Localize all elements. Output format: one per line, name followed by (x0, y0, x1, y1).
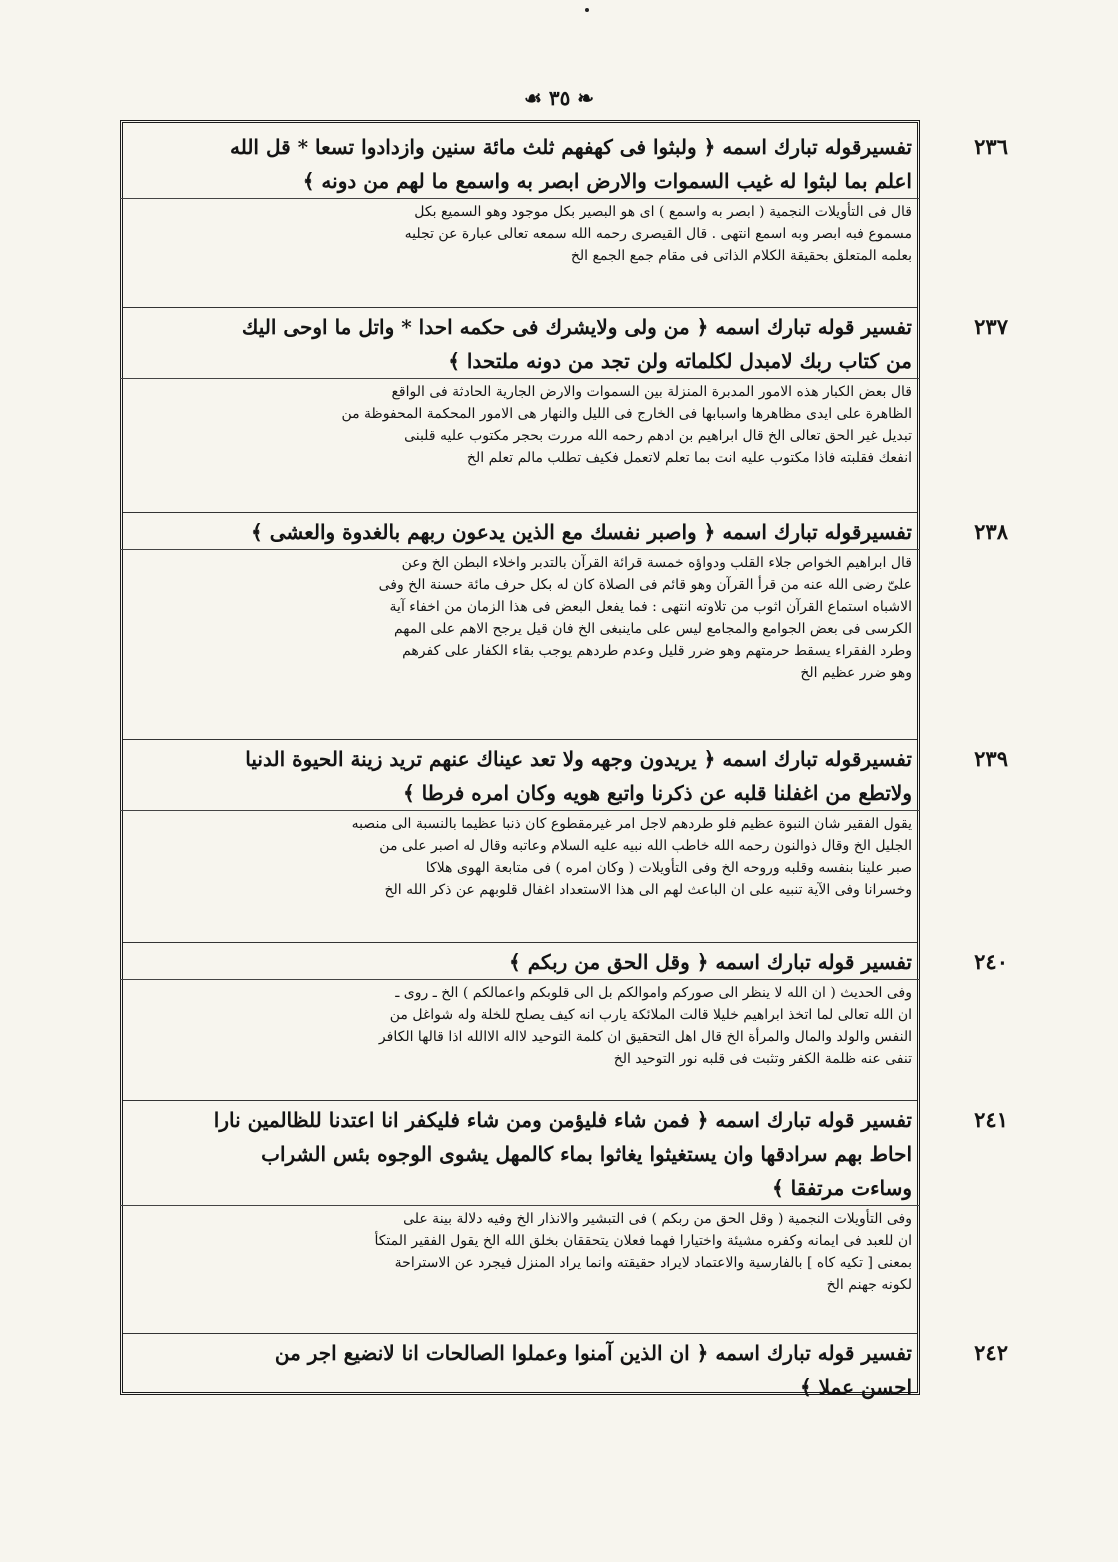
verse-line: تفسيرقوله تبارك اسمه ﴿ واصبر نفسك مع الذين يدعون ربهم بالغدوة والعشى ﴾ (251, 520, 912, 544)
commentary-line: يقول الفقير شان النبوة عظيم فلو طردهم لاجل امر غيرمقطوع كان ذنبا عظيما بالنسبة الى منصبه (351, 816, 912, 832)
page-number-header (0, 86, 1118, 110)
verse-line: تفسيرقوله تبارك اسمه ﴿ ولبثوا فى كهفهم ثلث مائة سنين وازدادوا تسعا * قل الله (229, 135, 912, 159)
verse-text (130, 130, 912, 198)
entry-divider (123, 307, 917, 308)
commentary-line: الجليل الخ وقال ذوالنون رحمه الله خاطب الله نبيه عليه السلام وعاتبه وقال له اصبر على من (379, 838, 912, 854)
verse-line: اعلم بما لبثوا له غيب السموات والارض ابصر به واسمع ما لهم من دونه ﴾ (302, 169, 912, 193)
verse-text (130, 945, 912, 979)
entry-divider (123, 739, 917, 740)
commentary-line: بعلمه المتعلق بحقيقة الكلام الذاتى فى مقام جمع الجمع الخ (570, 248, 912, 264)
verse-line: تفسيرقوله تبارك اسمه ﴿ يريدون وجهه ولا تعد عيناك عنهم تريد زينة الحيوة الدنيا (245, 747, 912, 771)
page-number: ٣٥ (548, 86, 571, 110)
verse-line: ولاتطع من اغفلنا قلبه عن ذكرنا واتبع هويه وكان امره فرطا ﴾ (402, 781, 912, 805)
entry-number: ٢٤٠ (974, 949, 1008, 974)
verse-line: احسن عملا ﴾ (799, 1375, 912, 1399)
ornament-left-icon: ❧ (577, 86, 595, 110)
verse-line: تفسير قوله تبارك اسمه ﴿ من ولى ولايشرك فى حكمه احدا * واتل ما اوحى اليك (241, 315, 912, 339)
commentary-text (120, 378, 920, 469)
commentary-line: وخسرانا وفى الآية تنبيه على ان الباعث لهم الى هذا الاستعداد اغفال قلوبهم عن ذكر الله الخ (384, 882, 912, 898)
entry (120, 945, 1008, 1070)
entry-divider (123, 1100, 917, 1101)
entry (120, 310, 1008, 469)
commentary-line: قال بعض الكبار هذه الامور المدبرة المنزلة بين السموات والارض الجارية الحادثة فى الواقع (391, 384, 912, 400)
commentary-text (120, 979, 920, 1070)
entry (120, 742, 1008, 901)
entry (120, 1103, 1008, 1296)
commentary-text (120, 549, 920, 684)
commentary-line: النفس والولد والمال والمرأة الخ قال اهل التحقيق ان كلمة التوحيد لااله الاالله اذا قالها الكافر (378, 1029, 912, 1045)
commentary-line: ان الله تعالى لما اتخذ ابراهيم خليلا قالت الملائكة يارب انه كيف يصلح للخلة وله شواغل من (389, 1007, 912, 1023)
entry-number: ٢٣٧ (974, 314, 1008, 339)
commentary-line: الكرسى فى بعض الجوامع والمجامع ليس على ماينبغى الخ فان قيل يرجح الاهم على المهم (393, 621, 912, 637)
commentary-line: وطرد الفقراء يسقط حرمتهم وهو ضرر قليل وعدم طردهم يوجب بقاء الكفار على كفرهم (402, 643, 912, 659)
entry (120, 130, 1008, 267)
commentary-line: وهو ضرر عظيم الخ (800, 665, 912, 681)
verse-text (130, 742, 912, 810)
verse-line: احاط بهم سرادقها وان يستغيثوا يغاثوا بماء كالمهل يشوى الوجوه بئس الشراب (261, 1142, 912, 1166)
commentary-text (120, 198, 920, 267)
entry-number: ٢٤٢ (974, 1340, 1008, 1365)
entry-number: ٢٣٩ (974, 746, 1008, 771)
commentary-line: وفى الحديث ( ان الله لا ينظر الى صوركم واموالكم بل الى قلوبكم واعمالكم ) الخ ـ روى ـ (395, 985, 912, 1001)
commentary-line: تبديل غير الحق تعالى الخ قال ابراهيم بن ادهم رحمه الله مررت بحجر مكتوب عليه قلبنى (404, 428, 912, 444)
entry-number: ٢٣٨ (974, 519, 1008, 544)
commentary-line: بمعنى [ تكيه كاه ] بالفارسية والاعتماد لايراد حقيقته وانما يراد المنزل فيجرد عن الاستراحة (394, 1255, 912, 1271)
verse-line: تفسير قوله تبارك اسمه ﴿ وقل الحق من ربكم ﴾ (509, 950, 912, 974)
commentary-text (120, 1205, 920, 1296)
entry (120, 515, 1008, 684)
commentary-line: انفعك فقلبته فاذا مكتوب عليه انت بما تعلم لاتعمل فكيف تطلب مالم تعلم الخ (466, 450, 912, 466)
commentary-line: وفى التأويلات النجمية ( وقل الحق من ربكم ) فى التبشير والانذار الخ وفيه دلالة بينة على (403, 1211, 912, 1227)
entry-number: ٢٤١ (974, 1107, 1008, 1132)
commentary-line: قال ابراهيم الخواص جلاء القلب ودواؤه خمسة قرائة القرآن بالتدبر واخلاء البطن الخ وعن (401, 555, 912, 571)
page-mark (585, 8, 589, 12)
verse-text (130, 1103, 912, 1205)
verse-text (130, 310, 912, 378)
entry (120, 1336, 1008, 1404)
verse-text (130, 515, 912, 549)
commentary-line: الاشباه استماع القرآن اثوب من تلاوته انتهى : فما يفعل البعض فى هذا الزمان من اخفاء آية (389, 599, 912, 615)
commentary-line: صبر علينا بنفسه وقلبه وروحه الخ وفى التأويلات ( وكان امره ) فى متابعة الهوى هلاكا (425, 860, 912, 876)
commentary-line: الظاهرة على ايدى مظاهرها واسبابها فى الخارج فى الليل والنهار هى الامور المحكمة المحفوظة من (341, 406, 912, 422)
entry-number: ٢٣٦ (974, 134, 1008, 159)
entry-divider (123, 512, 917, 513)
verse-line: من كتاب ربك لامبدل لكلماته ولن تجد من دونه ملتحدا ﴾ (448, 349, 912, 373)
commentary-line: لكونه جهنم الخ (826, 1277, 912, 1293)
commentary-line: مسموع فبه ابصر وبه اسمع انتهى . قال القيصرى رحمه الله سمعه تعالى عبارة عن تجليه (404, 226, 912, 242)
commentary-text (120, 810, 920, 901)
commentary-line: قال فى التأويلات النجمية ( ابصر به واسمع ) اى هو البصير بكل موجود وهو السميع بكل (414, 204, 912, 220)
verse-text (130, 1336, 912, 1404)
verse-line: وساءت مرتفقا ﴾ (771, 1176, 912, 1200)
verse-line: تفسير قوله تبارك اسمه ﴿ ان الذين آمنوا وعملوا الصالحات انا لانضيع اجر من (274, 1341, 912, 1365)
entry-divider (123, 942, 917, 943)
entry-divider (123, 1333, 917, 1334)
commentary-line: تنفى عنه ظلمة الكفر وتثبت فى قلبه نور التوحيد الخ (613, 1051, 912, 1067)
ornament-right-icon: ☙ (523, 86, 542, 110)
commentary-line: علىّ رضى الله عنه من قرأ القرآن وهو قائم فى الصلاة كان له بكل حرف مائة حسنة الخ وفى (378, 577, 912, 593)
commentary-line: ان للعبد فى ايمانه وكفره مشيئة واختيارا فهما فعلان يتحققان بخلق الله الخ يقول الفقير المتكأ (374, 1233, 912, 1249)
verse-line: تفسير قوله تبارك اسمه ﴿ فمن شاء فليؤمن ومن شاء فليكفر انا اعتدنا للظالمين نارا (213, 1108, 912, 1132)
